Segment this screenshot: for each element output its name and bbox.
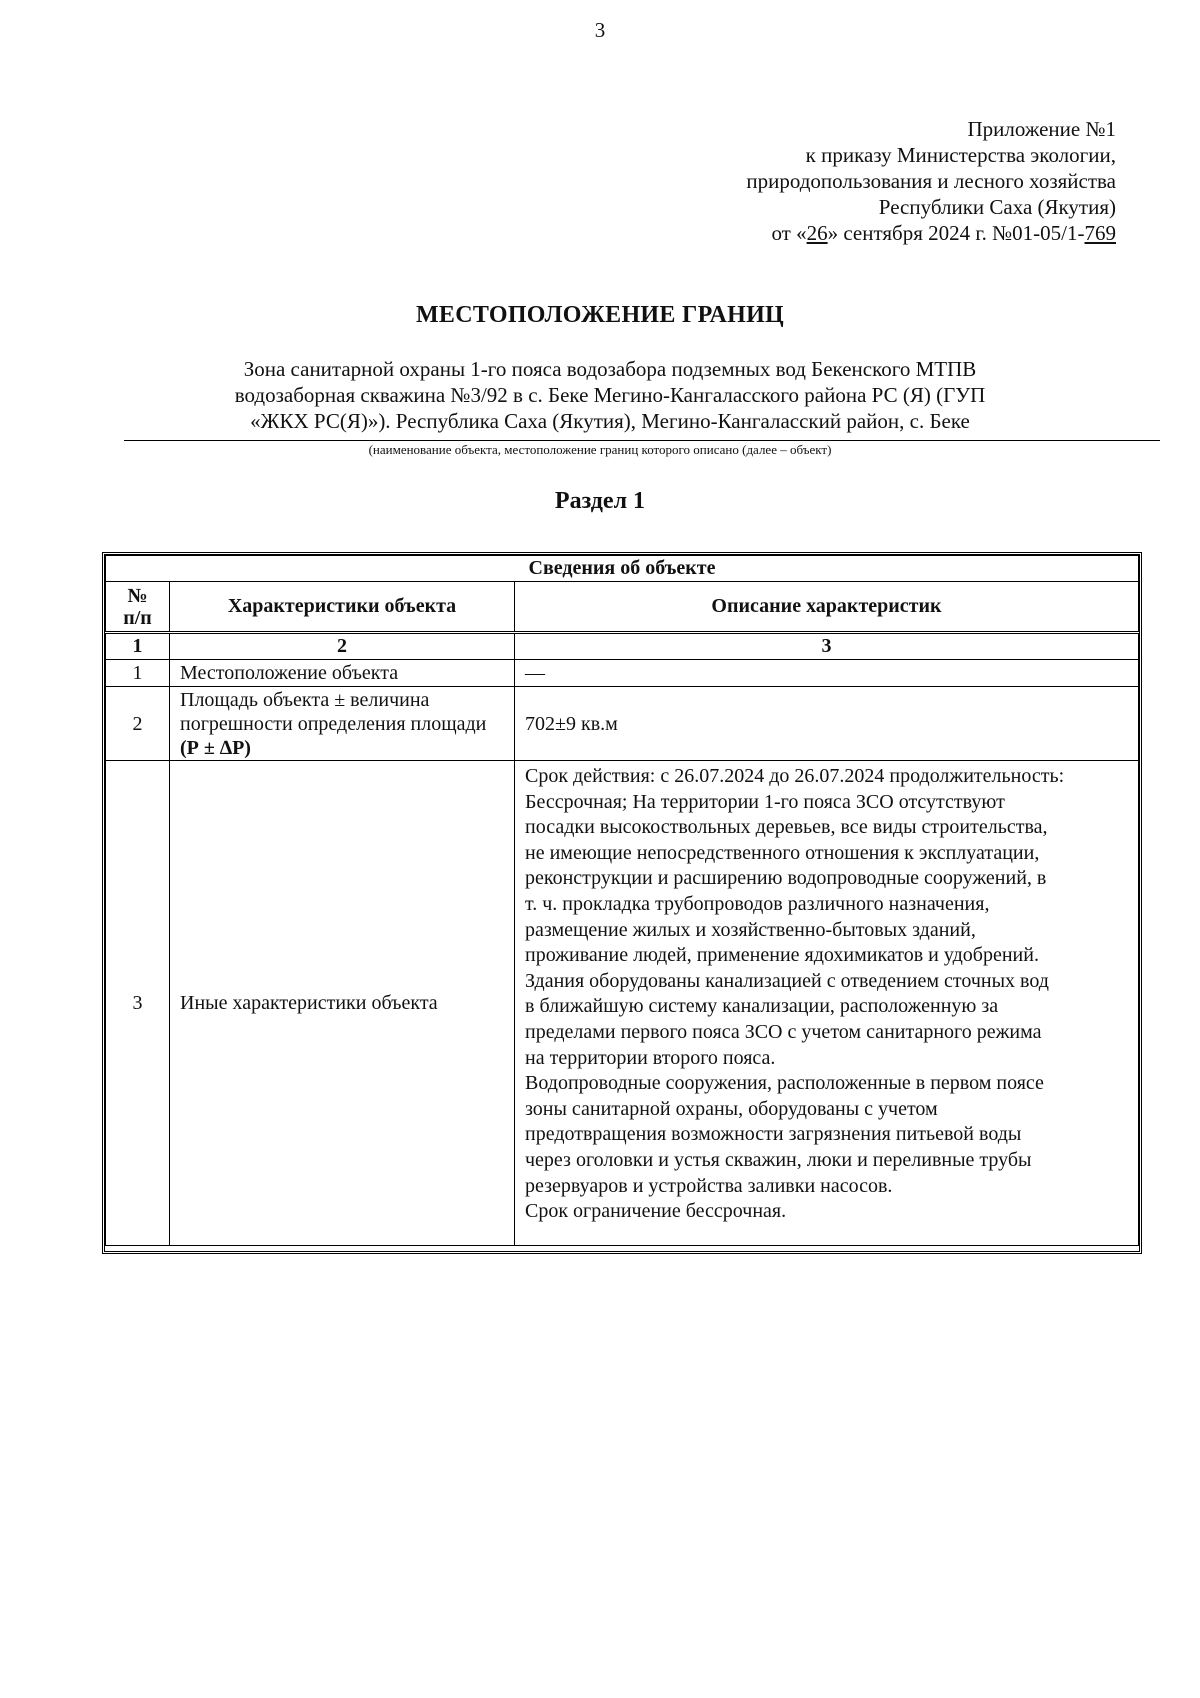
object-info-table bbox=[105, 555, 1139, 1246]
row-description: — bbox=[515, 660, 1139, 687]
row-description bbox=[515, 761, 1139, 1246]
description-line: посадки высокоствольных деревьев, все виды строительства, bbox=[525, 816, 1048, 839]
header-number-line2: п/п bbox=[123, 606, 152, 629]
area-formula: (Р ± ∆Р) bbox=[180, 736, 251, 759]
description-line: через оголовки и устья скважин, люки и переливные трубы bbox=[525, 1148, 1032, 1171]
section-title: Раздел 1 bbox=[554, 488, 646, 514]
description-line: размещение жилых и хозяйственно-бытовых зданий, bbox=[525, 918, 976, 941]
row-characteristic bbox=[170, 687, 515, 761]
object-name-line: Зона санитарной охраны 1-го пояса водозабора подземных вод Бекенского МТПВ bbox=[243, 357, 977, 381]
table-caption-row bbox=[106, 556, 1139, 582]
object-caption: (наименование объекта, местоположение границ которого описано (далее – объект) bbox=[368, 442, 832, 457]
description-line: проживание людей, применение ядохимикатов и удобрений. bbox=[525, 944, 1039, 967]
header-number bbox=[106, 582, 170, 633]
appendix-line: Приложение №1 bbox=[967, 117, 1116, 141]
appendix-block bbox=[746, 116, 1116, 246]
column-number: 1 bbox=[106, 633, 170, 660]
object-name bbox=[170, 356, 1050, 434]
description-line: реконструкции и расширению водопроводные сооружений, в bbox=[525, 867, 1047, 890]
table-header-row bbox=[106, 582, 1139, 633]
description-line: Срок ограничение бессрочная. bbox=[525, 1200, 787, 1223]
description-line: резервуаров и устройства заливки насосов. bbox=[525, 1174, 893, 1197]
description-line: зоны санитарной охраны, оборудованы с учетом bbox=[525, 1097, 938, 1120]
object-info-table-frame bbox=[102, 552, 1142, 1254]
description-line: пределами первого пояса ЗСО с учетом санитарного режима bbox=[525, 1020, 1042, 1043]
order-middle: » сентября 2024 г. №01-05/1- bbox=[827, 221, 1085, 245]
column-number: 2 bbox=[170, 633, 515, 660]
page-number: 3 bbox=[594, 18, 606, 42]
area-characteristic-text: Площадь объекта ± величина погрешности определения площади bbox=[180, 688, 487, 735]
document-title: МЕСТОПОЛОЖЕНИЕ ГРАНИЦ bbox=[415, 302, 785, 328]
header-number-line1: № bbox=[127, 584, 148, 607]
object-underline bbox=[124, 440, 1160, 441]
description-line: Срок действия: с 26.07.2024 до 26.07.2024 продолжительность: bbox=[525, 765, 1065, 787]
description-line: Бессрочная; На территории 1-го пояса ЗСО отсутствуют bbox=[525, 790, 1005, 813]
table-row bbox=[106, 660, 1139, 687]
order-number: 769 bbox=[1084, 221, 1116, 245]
row-description: 702±9 кв.м bbox=[515, 687, 1139, 761]
description-line: т. ч. прокладка трубопроводов различного назначения, bbox=[525, 892, 990, 915]
table-row bbox=[106, 687, 1139, 761]
description-line: не имеющие непосредственного отношения к эксплуатации, bbox=[525, 841, 1040, 864]
appendix-line: природопользования и лесного хозяйства bbox=[746, 169, 1116, 193]
row-number: 3 bbox=[106, 761, 170, 1246]
appendix-order-line bbox=[746, 220, 1116, 246]
column-number-row bbox=[106, 633, 1139, 660]
description-line: Водопроводные сооружения, расположенные в первом поясе bbox=[525, 1072, 1044, 1095]
table-caption: Сведения об объекте bbox=[106, 556, 1139, 582]
description-line: на территории второго пояса. bbox=[525, 1046, 776, 1069]
header-characteristic: Характеристики объекта bbox=[170, 582, 515, 633]
table-row bbox=[106, 761, 1139, 1246]
order-prefix: от « bbox=[771, 221, 807, 245]
appendix-line: Республики Саха (Якутия) bbox=[878, 195, 1116, 219]
row-number: 1 bbox=[106, 660, 170, 687]
row-characteristic: Местоположение объекта bbox=[170, 660, 515, 687]
row-characteristic: Иные характеристики объекта bbox=[170, 761, 515, 1246]
object-name-line: «ЖКХ РС(Я)»). Республика Саха (Якутия), Мегино-Кангаласский район, с. Беке bbox=[250, 409, 970, 433]
appendix-line: к приказу Министерства экологии, bbox=[805, 143, 1116, 167]
description-line: предотвращения возможности загрязнения питьевой воды bbox=[525, 1123, 1022, 1146]
header-description: Описание характеристик bbox=[515, 582, 1139, 633]
column-number: 3 bbox=[515, 633, 1139, 660]
row-number: 2 bbox=[106, 687, 170, 761]
description-line: Здания оборудованы канализацией с отведением сточных вод bbox=[525, 969, 1049, 992]
order-day: 26 bbox=[806, 221, 828, 245]
object-name-line: водозаборная скважина №3/92 в с. Беке Мегино-Кангаласского района РС (Я) (ГУП bbox=[234, 383, 986, 407]
description-line: в ближайшую систему канализации, расположенную за bbox=[525, 995, 999, 1018]
